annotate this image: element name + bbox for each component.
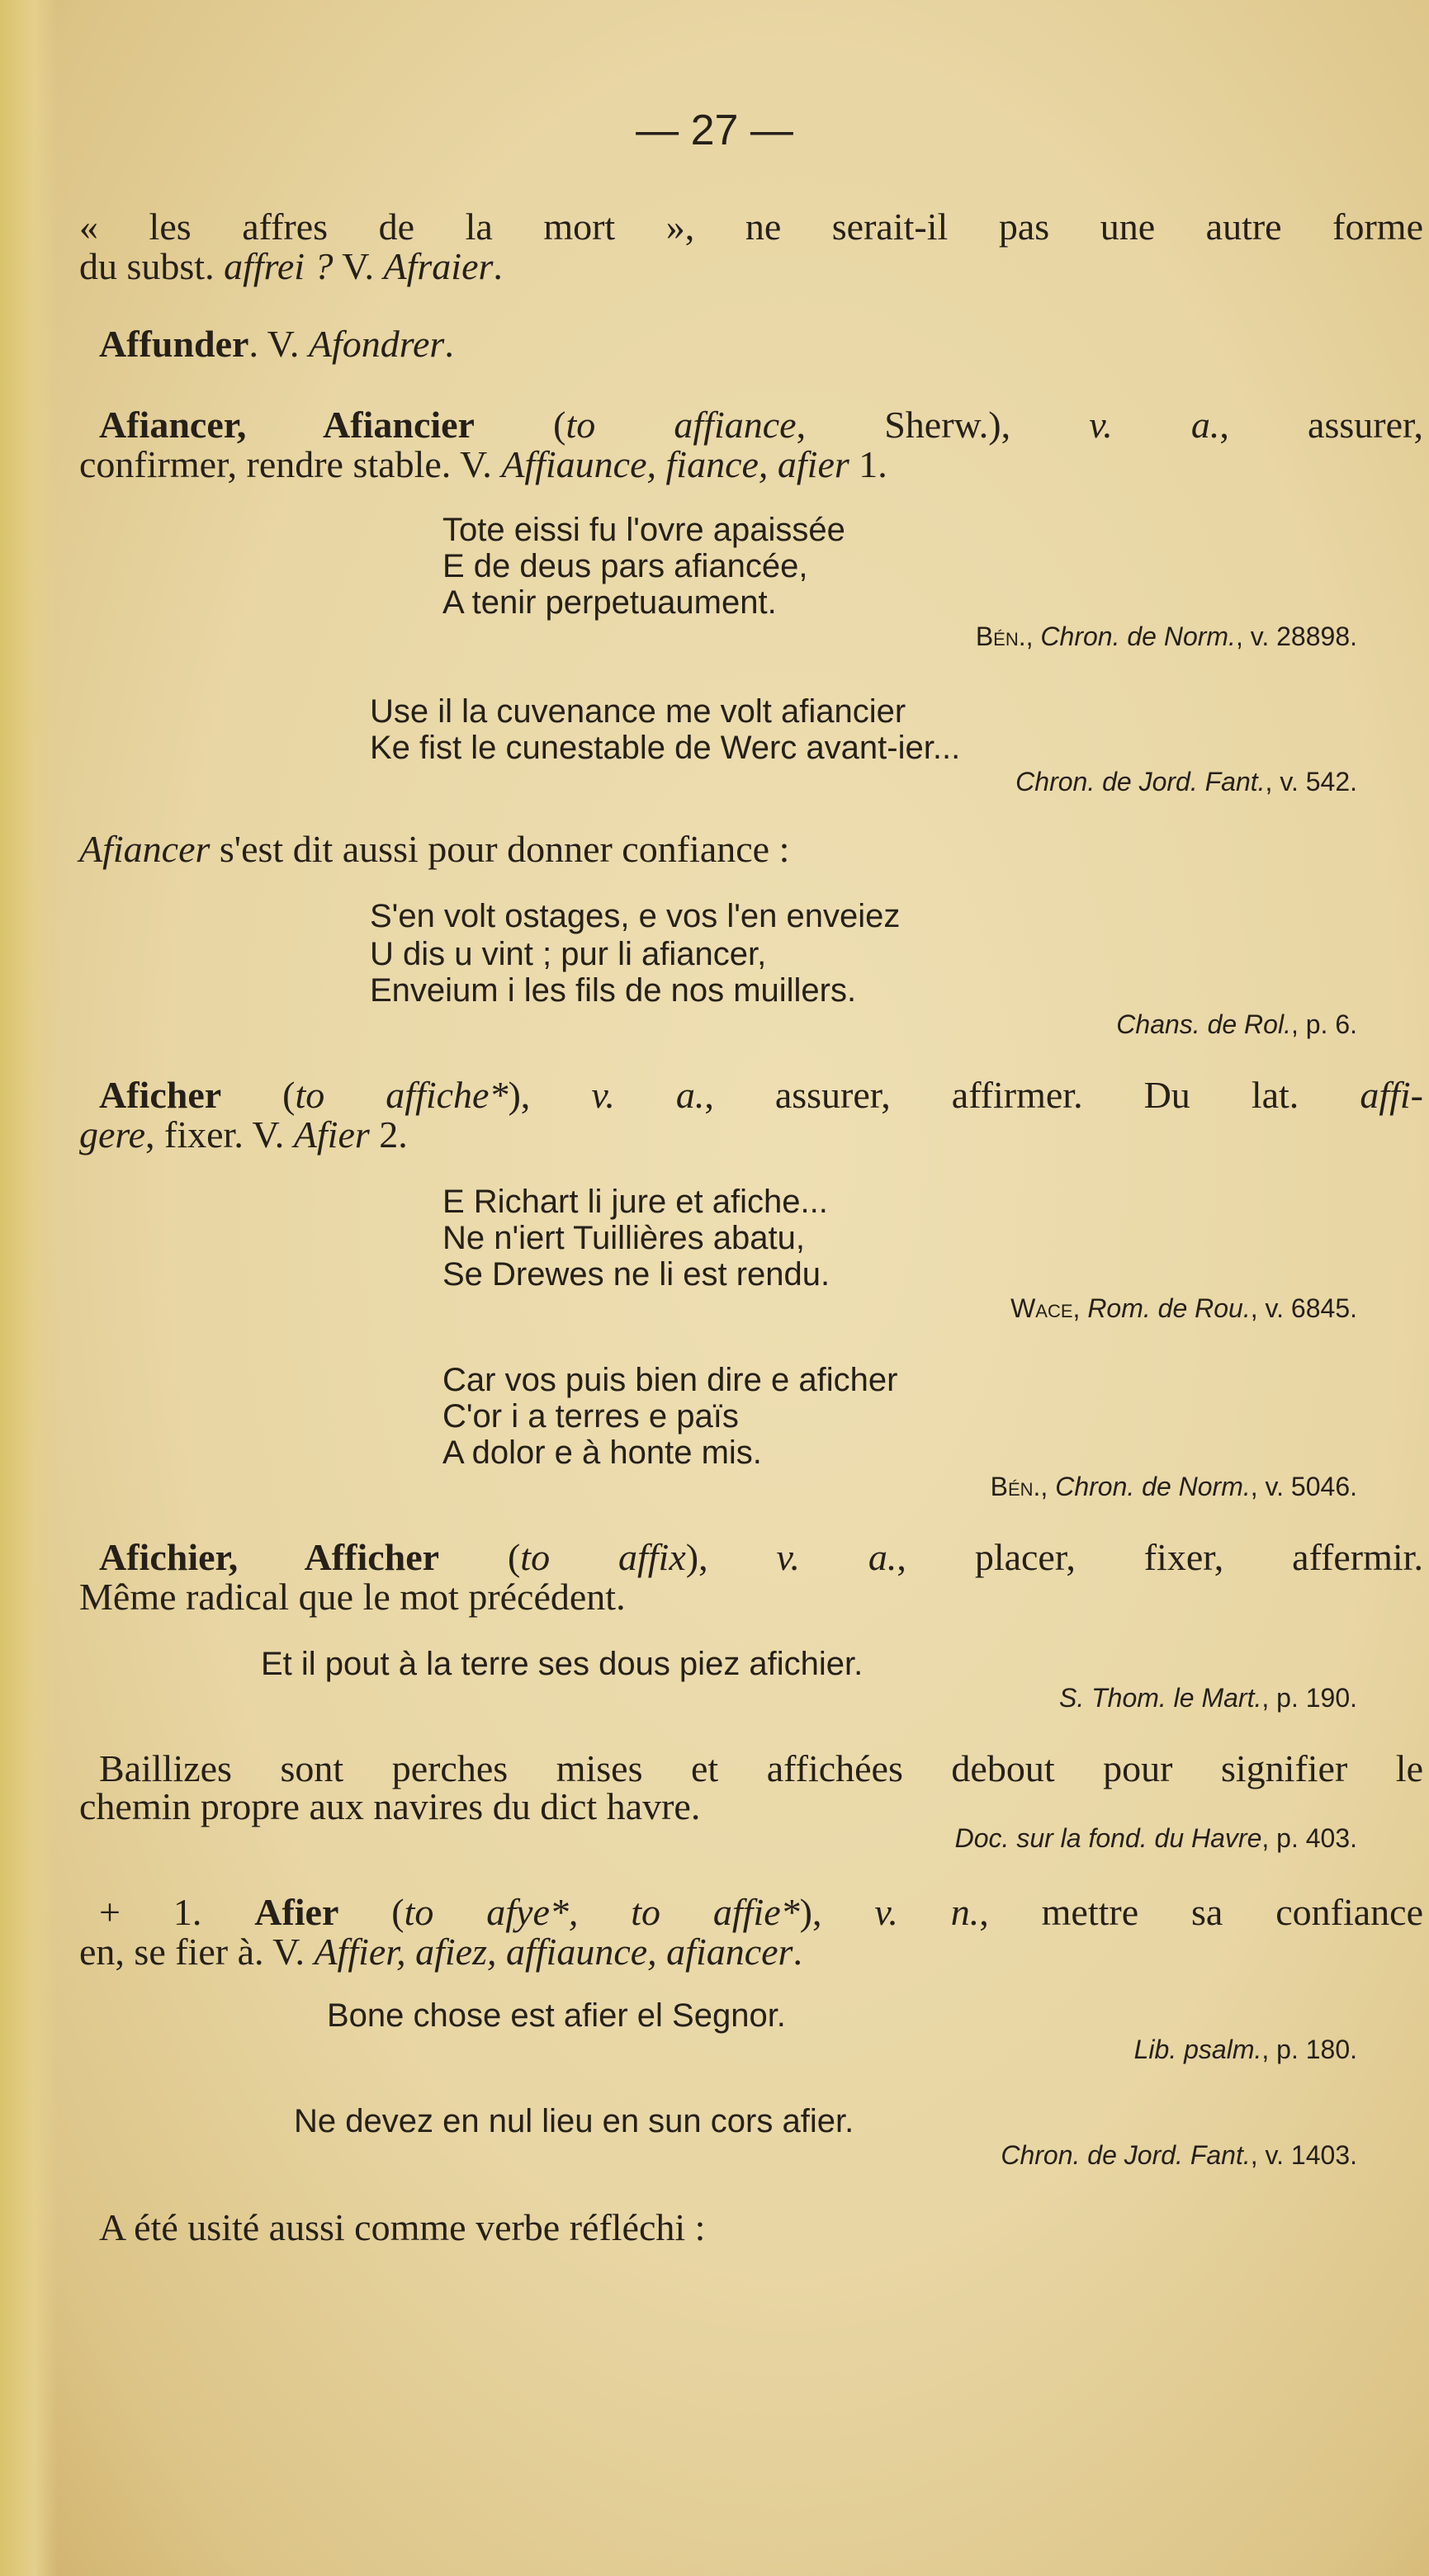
italic-text: v. a. bbox=[1089, 404, 1220, 446]
text-segment: , p. 6. bbox=[1290, 1009, 1357, 1039]
text-segment: , p. 403. bbox=[1261, 1823, 1357, 1853]
text-segment: , p. 180. bbox=[1261, 2035, 1357, 2064]
text-segment: , v. 1403. bbox=[1250, 2140, 1357, 2170]
italic-text: to affix bbox=[520, 1536, 686, 1578]
verse-line bbox=[294, 2103, 854, 2139]
citation-line bbox=[1116, 1010, 1357, 1039]
text-line bbox=[99, 1075, 1423, 1117]
italic-text: to affiance bbox=[565, 404, 797, 446]
headword: Afier bbox=[254, 1891, 339, 1933]
text-segment: Et il pout à la terre ses dous piez afichier. bbox=[261, 1646, 864, 1682]
text-segment: , v. 6845. bbox=[1250, 1293, 1357, 1323]
text-segment: , assurer, affirmer. Du lat. bbox=[704, 1074, 1360, 1116]
text-segment: Use il la cuvenance me volt afiancier bbox=[370, 693, 906, 730]
text-segment: A tenir perpetuaument. bbox=[442, 584, 777, 621]
verse-line bbox=[442, 1435, 762, 1471]
text-segment: , Sherw.), bbox=[796, 404, 1090, 446]
author-name: Bén. bbox=[975, 622, 1026, 651]
italic-text: affrei ? bbox=[224, 245, 334, 287]
text-line bbox=[79, 206, 1423, 248]
italic-text: Afondrer bbox=[308, 323, 445, 365]
text-segment: ), bbox=[685, 1536, 777, 1578]
text-segment: . bbox=[493, 245, 503, 287]
text-segment: s'est dit aussi pour donner confiance : bbox=[210, 828, 790, 870]
verse-line bbox=[370, 898, 900, 934]
verse-line bbox=[370, 693, 906, 730]
text-segment: S'en volt ostages, e vos l'en enveiez bbox=[370, 898, 901, 934]
citation-line bbox=[976, 622, 1357, 651]
text-segment: , p. 190. bbox=[1261, 1683, 1357, 1713]
text-line bbox=[79, 1931, 802, 1973]
verse-line bbox=[442, 1220, 805, 1256]
italic-text: Rom. de Rou. bbox=[1087, 1293, 1251, 1323]
text-segment: , bbox=[1072, 1293, 1088, 1323]
italic-text: affi- bbox=[1360, 1074, 1423, 1116]
text-segment: ), bbox=[799, 1891, 875, 1933]
italic-text: Affier, afiez, affiaunce, afiancer bbox=[314, 1931, 793, 1973]
text-line bbox=[99, 1892, 1423, 1934]
text-line bbox=[79, 246, 503, 288]
verse-line bbox=[442, 1184, 828, 1220]
verse-line bbox=[442, 584, 777, 621]
page-number: — 27 — bbox=[636, 106, 793, 154]
text-segment: confirmer, rendre stable. V. bbox=[79, 443, 502, 485]
verse-line bbox=[442, 1362, 897, 1398]
text-segment: Baillizes sont perches mises et affichées debout pour signifier le bbox=[99, 1747, 1423, 1789]
text-segment: chemin propre aux navires du dict havre. bbox=[79, 1785, 701, 1827]
italic-text: Afier bbox=[293, 1113, 370, 1156]
text-segment: « les affres de la mort », ne serait-il pas une autre forme bbox=[79, 206, 1423, 248]
text-line bbox=[79, 444, 887, 486]
citation-line bbox=[1010, 1294, 1357, 1323]
headword: Afiancer, Afiancier bbox=[99, 404, 475, 446]
verse-line bbox=[261, 1646, 863, 1682]
italic-text: Chron. de Jord. Fant. bbox=[1001, 2140, 1251, 2170]
italic-text: to affiche* bbox=[295, 1074, 509, 1116]
text-segment: U dis u vint ; pur li afiancer, bbox=[370, 936, 767, 972]
italic-text: S. Thom. le Mart. bbox=[1058, 1683, 1262, 1713]
italic-text: Chron. de Jord. Fant. bbox=[1015, 767, 1266, 796]
citation-line bbox=[991, 1472, 1357, 1501]
text-segment: du subst. bbox=[79, 245, 225, 287]
text-segment: . bbox=[444, 323, 454, 365]
text-segment: V. bbox=[333, 245, 384, 287]
text-segment: ( bbox=[439, 1536, 521, 1578]
text-line bbox=[79, 1786, 700, 1828]
author-name: Wace bbox=[1010, 1293, 1073, 1323]
headword: Afichier, Afficher bbox=[99, 1536, 440, 1578]
text-segment: , v. 28898. bbox=[1235, 622, 1357, 651]
citation-line bbox=[1015, 768, 1357, 796]
italic-text: gere bbox=[79, 1113, 146, 1156]
text-line bbox=[99, 2207, 705, 2249]
italic-text: v. n. bbox=[874, 1891, 980, 1933]
text-segment: , placer, fixer, affermir. bbox=[897, 1536, 1423, 1578]
italic-text: to afye*, to affie* bbox=[404, 1891, 800, 1933]
text-segment: Ne devez en nul lieu en sun cors afier. bbox=[294, 2103, 854, 2139]
text-segment: Tote eissi fu l'ovre apaissée bbox=[442, 512, 845, 548]
text-segment: . V. bbox=[248, 323, 309, 365]
headword: Affunder bbox=[99, 323, 249, 365]
text-segment: A dolor e à honte mis. bbox=[442, 1435, 762, 1471]
italic-text: Afiancer bbox=[79, 828, 211, 870]
text-line bbox=[99, 1748, 1423, 1790]
italic-text: Doc. sur la fond. du Havre bbox=[954, 1823, 1262, 1853]
text-segment: , mettre sa confiance bbox=[979, 1891, 1423, 1933]
text-segment: ( bbox=[474, 404, 566, 446]
italic-text: Chron. de Norm. bbox=[1055, 1472, 1251, 1501]
italic-text: Chron. de Norm. bbox=[1040, 622, 1236, 651]
text-segment: A été usité aussi comme verbe réfléchi : bbox=[99, 2206, 706, 2248]
italic-text: v. a. bbox=[776, 1536, 897, 1578]
verse-line bbox=[442, 1256, 830, 1293]
text-segment: 2. bbox=[369, 1113, 408, 1156]
text-line bbox=[79, 1576, 626, 1619]
text-segment: Ke fist le cunestable de Werc avant-ier... bbox=[370, 730, 961, 766]
text-segment: . bbox=[793, 1931, 802, 1973]
text-segment: , bbox=[1025, 622, 1041, 651]
text-segment: , v. 5046. bbox=[1250, 1472, 1357, 1501]
author-name: Bén. bbox=[990, 1472, 1041, 1501]
text-segment: Bone chose est afier el Segnor. bbox=[327, 1997, 786, 2034]
text-segment: ( bbox=[221, 1074, 296, 1116]
text-segment: E de deus pars afiancée, bbox=[442, 548, 808, 584]
text-line bbox=[99, 324, 454, 366]
text-line bbox=[79, 1114, 408, 1156]
text-line bbox=[99, 404, 1423, 447]
verse-line bbox=[370, 936, 766, 972]
text-segment: ( bbox=[338, 1891, 405, 1933]
text-segment: + 1. bbox=[99, 1891, 255, 1933]
italic-text: Lib. psalm. bbox=[1133, 2035, 1262, 2064]
text-segment: ), bbox=[508, 1074, 592, 1116]
text-segment: 1. bbox=[849, 443, 887, 485]
italic-text: v. a. bbox=[591, 1074, 705, 1116]
citation-line bbox=[1134, 2035, 1357, 2064]
text-segment: Ne n'iert Tuillières abatu, bbox=[442, 1220, 805, 1256]
text-segment: , assurer, bbox=[1219, 404, 1423, 446]
italic-text: Chans. de Rol. bbox=[1116, 1009, 1291, 1039]
italic-text: Afraier bbox=[383, 245, 494, 287]
verse-line bbox=[327, 1997, 786, 2034]
citation-line bbox=[955, 1824, 1357, 1853]
verse-line bbox=[442, 1398, 739, 1435]
text-segment: , v. 542. bbox=[1265, 767, 1357, 796]
text-line bbox=[99, 1537, 1423, 1579]
text-segment: , fixer. V. bbox=[145, 1113, 294, 1156]
italic-text: Affiaunce, fiance, afier bbox=[501, 443, 849, 485]
text-segment: Car vos puis bien dire e aficher bbox=[442, 1362, 898, 1398]
verse-line bbox=[442, 512, 845, 548]
verse-line bbox=[370, 972, 856, 1009]
verse-line bbox=[442, 548, 808, 584]
headword: Aficher bbox=[99, 1074, 222, 1116]
text-segment: en, se fier à. V. bbox=[79, 1931, 315, 1973]
text-segment: Même radical que le mot précédent. bbox=[79, 1576, 626, 1618]
text-segment: Se Drewes ne li est rendu. bbox=[442, 1256, 830, 1293]
page-edge-shadow bbox=[0, 0, 58, 2576]
text-segment: , bbox=[1040, 1472, 1056, 1501]
citation-line bbox=[1001, 2141, 1357, 2170]
text-line bbox=[79, 829, 789, 871]
text-segment: Enveium i les fils de nos muillers. bbox=[370, 972, 857, 1009]
citation-line bbox=[1059, 1684, 1357, 1713]
text-segment: E Richart li jure et afiche... bbox=[442, 1184, 828, 1220]
verse-line bbox=[370, 730, 960, 766]
text-segment: C'or i a terres e païs bbox=[442, 1398, 739, 1435]
